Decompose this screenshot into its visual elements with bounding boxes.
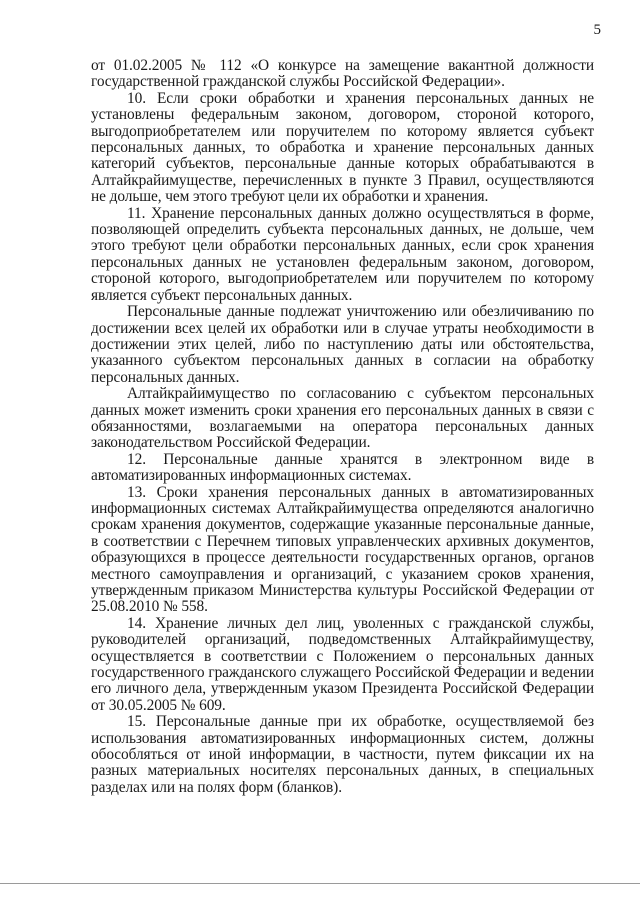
paragraph-13: 13. Сроки хранения персональных данных в автоматизированных информационных системах Алтайкрайимущества определяются аналогично срокам хранения документов, содержащие указанные персональные данные, в соответствии с Перечнем типовых управленческих архивных документов, образующихся в процессе деятельности государственных органов, органов местного самоуправления и организаций, с указанием сроков хранения, утвержденным приказом Министерства культуры Российской Федерации от 25.08.2010 № 558.: [91, 483, 594, 616]
paragraph-10: 10. Если сроки обработки и хранения персональных данных не установлены федеральным законом, договором, стороной которого, выгодоприобретателем или поручителем по которому является субъект персональных данных, то обработка и хранение персональных данных категорий субъектов, персональные данные которых обрабатываются в Алтайкрайимуществе, перечисленных в пункте 3 Правил, осуществляются не дольше, чем этого требуют цели их обработки и хранения.: [91, 89, 594, 206]
paragraph-continuation: от 01.02.2005 № 112 «О конкурсе на замещение вакантной должности государственной гражданской службы Российской Федерации».: [91, 57, 594, 91]
paragraph-14: 14. Хранение личных дел лиц, уволенных с гражданской службы, руководителей организаций, подведомственных Алтайкрайимуществу, осуществляется в соответствии с Положением о персональных данных государственного гражданского служащего Российской Федерации и ведении его личного дела, утвержденным указом Президента Российской Федерации от 30.05.2005 № 609.: [91, 614, 594, 714]
paragraph-11-destruction: Персональные данные подлежат уничтожению или обезличиванию по достижении всех целей их обработки или в случае утраты необходимости в достижении этих целей, либо по наступлению даты или обстоятельства, указанного субъектом персональных данных в согласии на обработку персональных данных.: [91, 303, 594, 386]
document-body: [91, 58, 594, 796]
page-number: 5: [593, 22, 601, 38]
page-bottom-rule: [0, 883, 640, 884]
paragraph-12: 12. Персональные данные хранятся в электронном виде в автоматизированных информационных системах.: [91, 450, 594, 485]
paragraph-11: 11. Хранение персональных данных должно осуществляться в форме, позволяющей определить субъекта персональных данных, не дольше, чем этого требуют цели обработки персональных данных, если срок хранения персональных данных не установлен федеральным законом, договором, стороной которого, выгодоприобретателем или поручителем по которому является субъект персональных данных.: [91, 204, 594, 304]
paragraph-15: 15. Персональные данные при их обработке, осуществляемой без использования автоматизированных информационных систем, должны обособляться от иной информации, в частности, путем фиксации их на разных материальных носителях персональных данных, в специальных разделах или на полях форм (бланков).: [91, 713, 594, 796]
paragraph-11-change-terms: Алтайкрайимущество по согласованию с субъектом персональных данных может изменить сроки хранения его персональных данных в связи с обязанностями, возлагаемыми на оператора персональных данных законодательством Российской Федерации.: [91, 385, 594, 452]
